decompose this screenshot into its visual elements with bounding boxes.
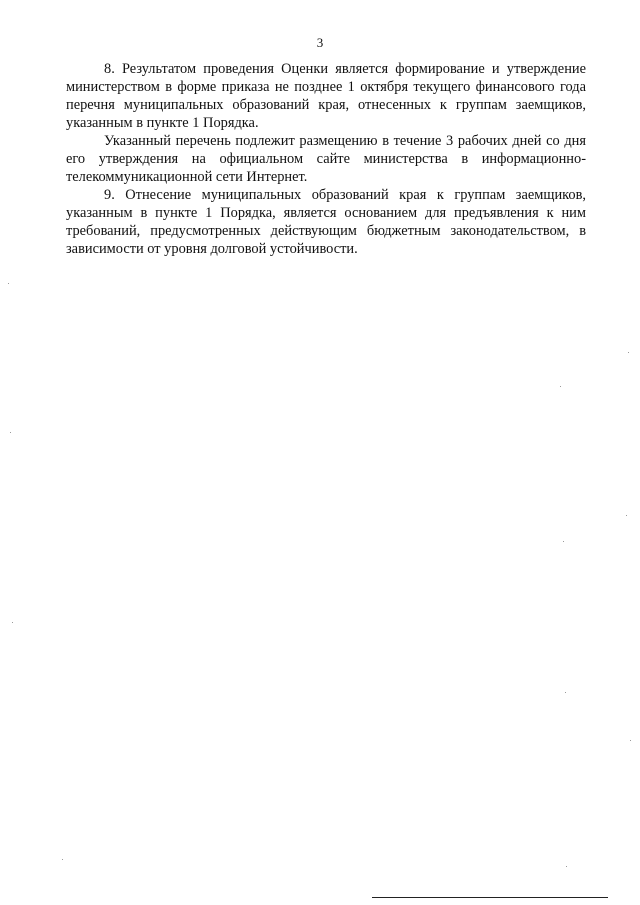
scan-speck — [628, 352, 629, 353]
scan-speck — [626, 515, 627, 516]
scan-speck — [566, 866, 567, 867]
scan-speck — [630, 740, 631, 741]
page-number: 3 — [316, 35, 324, 50]
footer-rule — [372, 897, 608, 898]
scan-speck — [560, 386, 561, 387]
paragraph-publication: Указанный перечень подлежит размещению в течение 3 рабочих дней со дня его утверждения на официальном сайте министерства в информационно-телекоммуникационной сети Интернет. — [66, 133, 586, 185]
scan-speck — [12, 622, 13, 623]
scan-speck — [62, 859, 63, 860]
scan-speck — [565, 692, 566, 693]
paragraph-item-8: 8. Результатом проведения Оценки является формирование и утверждение министерством в форме приказа не позднее 1 октября текущего финансового года перечня муниципальных образований края, отнесенных к группам заемщиков, указанным в пункте 1 Порядка. — [66, 61, 586, 131]
scan-speck — [8, 283, 9, 284]
document-body — [66, 60, 586, 258]
scan-speck — [563, 541, 564, 542]
scan-speck — [10, 432, 11, 433]
paragraph-item-9: 9. Отнесение муниципальных образований края к группам заемщиков, указанным в пункте 1 Порядка, является основанием для предъявления к ним требований, предусмотренных действующим бюджетным законодательством, в зависимости от уровня долговой устойчивости. — [66, 187, 586, 257]
